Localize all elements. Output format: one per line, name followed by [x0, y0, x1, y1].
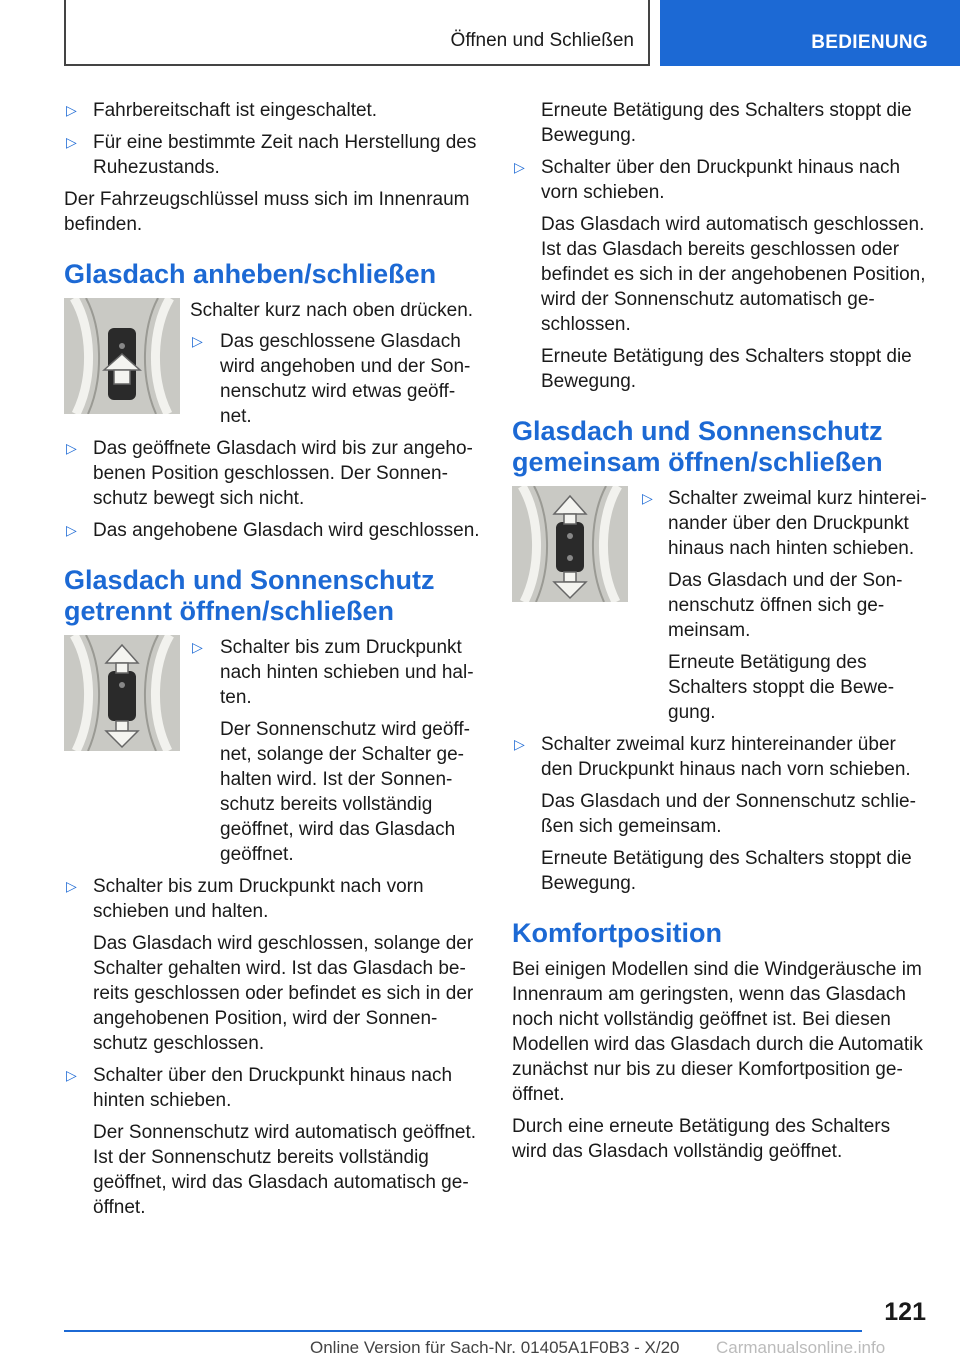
footer-note: Online Version für Sach-Nr. 01405A1F0B3 - X/20 [310, 1338, 680, 1357]
heading-gemeinsam: Glasdach und Sonnenschutz gemeinsam öffnen/schließen [512, 416, 883, 477]
list-item: ▷ Fahrbereitschaft ist eingeschaltet. [66, 100, 378, 121]
paragraph: Bei einigen Modellen sind die Windgeräusche im Innenraum am geringsten, wenn das Glasdach noch nicht vollständig geöffnet ist. Bei diesen Modellen wird das Glasdach durch die Automatik zunächst nur bis zu dieser Komfortposition geöffnet. [512, 959, 923, 1105]
page-number: 121 [884, 1298, 926, 1326]
list-item: ▷ Das angehobene Glasdach wird geschlossen. [66, 520, 480, 541]
section-title: Öffnen und Schließen [450, 30, 634, 51]
triangle-right-icon: ▷ [642, 490, 653, 506]
figure-row [64, 298, 480, 429]
list-item: ▷ Schalter über den Druckpunkt hinaus nach vorn schieben. [514, 157, 901, 203]
list-item-text: Der Sonnenschutz wird geöffnet, solange der Schalter gehalten wird. Ist der Sonnenschutz bereits vollständig geöffnet, wird das Glasdach geöffnet. [220, 719, 470, 865]
triangle-right-icon: ▷ [66, 522, 77, 538]
triangle-right-icon: ▷ [66, 440, 77, 456]
list-item-text: Erneute Betätigung des Schalters stoppt die Bewegung. [541, 100, 912, 146]
switch-slide-illustration [512, 486, 628, 602]
heading-glasdach-anheben: Glasdach anheben/schließen [64, 259, 437, 289]
footer-rule [64, 1330, 862, 1332]
list-item: ▷ Das geschlossene Glasdach wird angehoben und der Sonnenschutz wird etwas geöffnet. [192, 331, 471, 427]
triangle-right-icon: ▷ [192, 333, 203, 349]
triangle-right-icon: ▷ [66, 878, 77, 894]
list-item: ▷ Schalter zweimal kurz hintereinander über den Druckpunkt hinaus nach hinten schieben. [642, 488, 927, 559]
chapter-tab [660, 0, 960, 66]
paragraph: Der Fahrzeugschlüssel muss sich im Innenraum befinden. [64, 189, 470, 235]
paragraph: Durch eine erneute Betätigung des Schalters wird das Glasdach vollständig geöffnet. [512, 1116, 891, 1162]
list-item-text: Das Glasdach wird automatisch geschlossen. Ist das Glasdach bereits geschlossen oder befindet es sich in der angehobenen Position, wird der Sonnenschutz automatisch geschlossen. [541, 214, 926, 335]
header-section-box [64, 0, 650, 66]
list-item-text: Erneute Betätigung des Schalters stoppt die Bewegung. [541, 346, 912, 392]
figure-row [64, 635, 480, 867]
watermark: Carmanualsonline.info [716, 1338, 886, 1357]
switch-slide-illustration [64, 635, 180, 751]
list-item-text: Erneute Betätigung des Schalters stoppt die Bewegung. [541, 848, 912, 894]
heading-getrennt: Glasdach und Sonnenschutz getrennt öffnen/schließen [64, 565, 435, 626]
triangle-right-icon: ▷ [66, 102, 77, 118]
list-item-text: Das Glasdach wird geschlossen, solange der Schalter gehalten wird. Ist das Glasdach bereits geschlossen oder befindet es sich in der angehobenen Position, wird der Sonnenschutz geschlossen. [93, 933, 474, 1054]
list-item: ▷ Für eine bestimmte Zeit nach Herstellung des Ruhezustands. [66, 132, 477, 178]
triangle-right-icon: ▷ [514, 736, 525, 752]
heading-komfortposition: Komfortposition [512, 918, 722, 948]
triangle-right-icon: ▷ [66, 134, 77, 150]
list-item-text: Erneute Betätigung des Schalters stoppt die Bewegung. [668, 652, 895, 723]
right-column [512, 98, 928, 1171]
list-item: ▷ Das geöffnete Glasdach wird bis zur angehobenen Position geschlossen. Der Sonnenschutz bewegt sich nicht. [66, 438, 473, 509]
list-item-text: Der Sonnenschutz wird automatisch geöffnet. Ist der Sonnenschutz bereits vollständig geöffnet, wird das Glasdach automatisch geöffnet. [93, 1122, 477, 1218]
list-item-text: Das Glasdach und der Sonnenschutz schließen sich gemeinsam. [541, 791, 916, 837]
figure-text: Schalter kurz nach oben drücken. ▷ Das geschlossene Glasdach wird angehoben und der Sonnenschutz wird etwas geöffnet. [190, 298, 480, 429]
list-item: ▷ Schalter bis zum Druckpunkt nach hinten schieben und halten. [192, 637, 474, 708]
left-column [64, 98, 480, 1227]
list-item: ▷ Schalter bis zum Druckpunkt nach vorn schieben und halten. [66, 876, 424, 922]
list-item: ▷ Schalter zweimal kurz hintereinander über den Druckpunkt hinaus nach vorn schieben. [514, 734, 911, 780]
chapter-tab-label: BEDIENUNG [811, 32, 928, 53]
list-item: ▷ Schalter über den Druckpunkt hinaus nach hinten schieben. [66, 1065, 453, 1111]
figure-text [190, 635, 480, 867]
triangle-right-icon: ▷ [66, 1067, 77, 1083]
triangle-right-icon: ▷ [514, 159, 525, 175]
figure-row [512, 486, 928, 725]
list-item-text: Das Glasdach und der Sonnenschutz öffnen sich gemeinsam. [668, 570, 903, 641]
figure-text [640, 486, 928, 725]
switch-up-illustration [64, 298, 180, 414]
triangle-right-icon: ▷ [192, 639, 203, 655]
